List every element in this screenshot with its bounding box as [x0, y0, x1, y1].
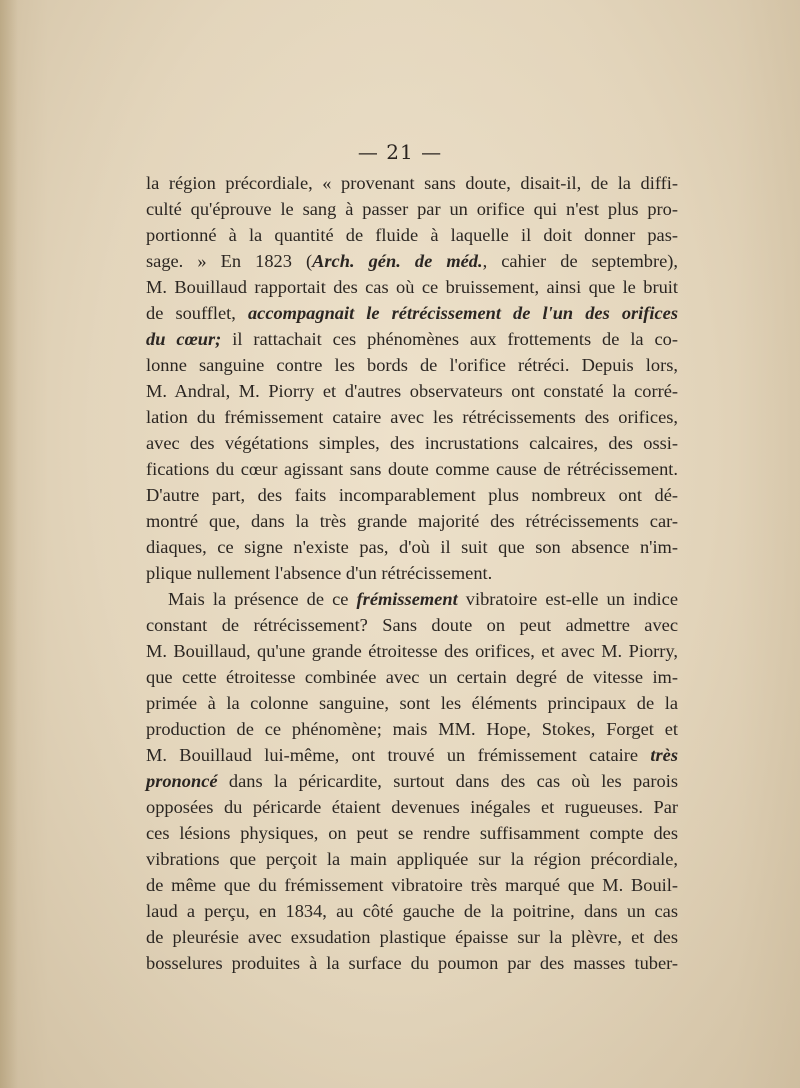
- text-segment: M. Bouillaud rapportait des cas où ce bruissement, ainsi que le bruit: [146, 277, 678, 297]
- italic-text-segment: prononcé: [146, 771, 218, 791]
- text-line: [146, 482, 678, 508]
- text-segment: ces lésions physiques, on peut se rendre suffisamment compte des: [146, 823, 678, 843]
- text-segment: lation du frémissement cataire avec les rétrécissements des orifices,: [146, 407, 678, 427]
- text-line: [146, 664, 678, 690]
- text-segment: il rattachait ces phénomènes aux frottements de la co-: [221, 329, 678, 349]
- text-line: [146, 768, 678, 794]
- italic-text-segment: très: [650, 745, 678, 765]
- italic-text-segment: accompagnait le rétrécissement de l'un des orifices: [247, 303, 678, 323]
- text-segment: lonne sanguine contre les bords de l'orifice rétréci. Depuis lors,: [146, 355, 678, 375]
- text-line: [146, 456, 678, 482]
- text-line: [146, 378, 678, 404]
- text-segment: plique nullement l'absence d'un rétrécissement.: [146, 563, 493, 583]
- text-line: [146, 300, 678, 326]
- text-line: [146, 508, 678, 534]
- text-line: [146, 898, 678, 924]
- text-segment: laud a perçu, en 1834, au côté gauche de la poitrine, dans un cas: [146, 901, 678, 921]
- text-line: [146, 326, 678, 352]
- text-segment: que cette étroitesse combinée avec un certain degré de vitesse im-: [146, 667, 678, 687]
- text-line: [146, 924, 678, 950]
- text-line: [146, 690, 678, 716]
- text-line: [146, 820, 678, 846]
- text-line: [146, 248, 678, 274]
- text-line: [146, 274, 678, 300]
- text-segment: culté qu'éprouve le sang à passer par un orifice qui n'est plus pro-: [146, 199, 678, 219]
- text-segment: montré que, dans la très grande majorité des rétrécissements car-: [146, 511, 678, 531]
- text-segment: D'autre part, des faits incomparablement plus nombreux ont dé-: [146, 485, 678, 505]
- text-segment: sage. » En 1823 (: [146, 251, 313, 271]
- body-text: [146, 170, 678, 976]
- text-line: [146, 794, 678, 820]
- text-segment: M. Andral, M. Piorry et d'autres observateurs ont constaté la corré-: [146, 381, 678, 401]
- text-segment: , cahier de septembre),: [482, 251, 678, 271]
- text-line: [146, 352, 678, 378]
- text-segment: de même que du frémissement vibratoire très marqué que M. Bouil-: [146, 875, 678, 895]
- text-segment: dans la péricardite, surtout dans des cas où les parois: [217, 771, 678, 791]
- page-number: — 21 —: [357, 140, 443, 164]
- text-line: [146, 586, 678, 612]
- text-segment: production de ce phénomène; mais MM. Hope, Stokes, Forget et: [146, 719, 678, 739]
- text-line: [146, 638, 678, 664]
- text-segment: la région précordiale, « provenant sans doute, disait-il, de la diffi-: [146, 173, 678, 193]
- text-segment: constant de rétrécissement? Sans doute on peut admettre avec: [146, 615, 678, 635]
- text-segment: opposées du péricarde étaient devenues inégales et rugueuses. Par: [146, 797, 678, 817]
- text-line: [146, 170, 678, 196]
- text-segment: primée à la colonne sanguine, sont les éléments principaux de la: [146, 693, 678, 713]
- text-line: [146, 560, 678, 586]
- italic-text-segment: frémissement: [356, 589, 458, 609]
- text-line: [146, 222, 678, 248]
- text-segment: fications du cœur agissant sans doute comme cause de rétrécissement.: [146, 459, 678, 479]
- text-line: [146, 612, 678, 638]
- text-segment: Mais la présence de ce: [168, 589, 357, 609]
- text-segment: M. Bouillaud lui-même, ont trouvé un frémissement cataire: [146, 745, 651, 765]
- text-segment: portionné à la quantité de fluide à laquelle il doit donner pas-: [146, 225, 678, 245]
- text-segment: bosselures produites à la surface du poumon par des masses tuber-: [146, 953, 678, 973]
- text-line: [146, 872, 678, 898]
- text-line: [146, 196, 678, 222]
- italic-text-segment: du cœur;: [146, 329, 222, 349]
- text-segment: de soufflet,: [146, 303, 248, 323]
- text-line: [146, 716, 678, 742]
- text-line: [146, 534, 678, 560]
- text-segment: vibratoire est-elle un indice: [457, 589, 678, 609]
- text-line: [146, 742, 678, 768]
- text-line: [146, 430, 678, 456]
- italic-text-segment: Arch. gén. de méd.: [312, 251, 483, 271]
- text-segment: vibrations que perçoit la main appliquée sur la région précordiale,: [146, 849, 678, 869]
- text-line: [146, 950, 678, 976]
- text-segment: M. Bouillaud, qu'une grande étroitesse des orifices, et avec M. Piorry,: [146, 641, 678, 661]
- text-line: [146, 404, 678, 430]
- text-segment: diaques, ce signe n'existe pas, d'où il suit que son absence n'im-: [146, 537, 678, 557]
- text-segment: avec des végétations simples, des incrustations calcaires, des ossi-: [146, 433, 678, 453]
- text-segment: de pleurésie avec exsudation plastique épaisse sur la plèvre, et des: [146, 927, 678, 947]
- text-line: [146, 846, 678, 872]
